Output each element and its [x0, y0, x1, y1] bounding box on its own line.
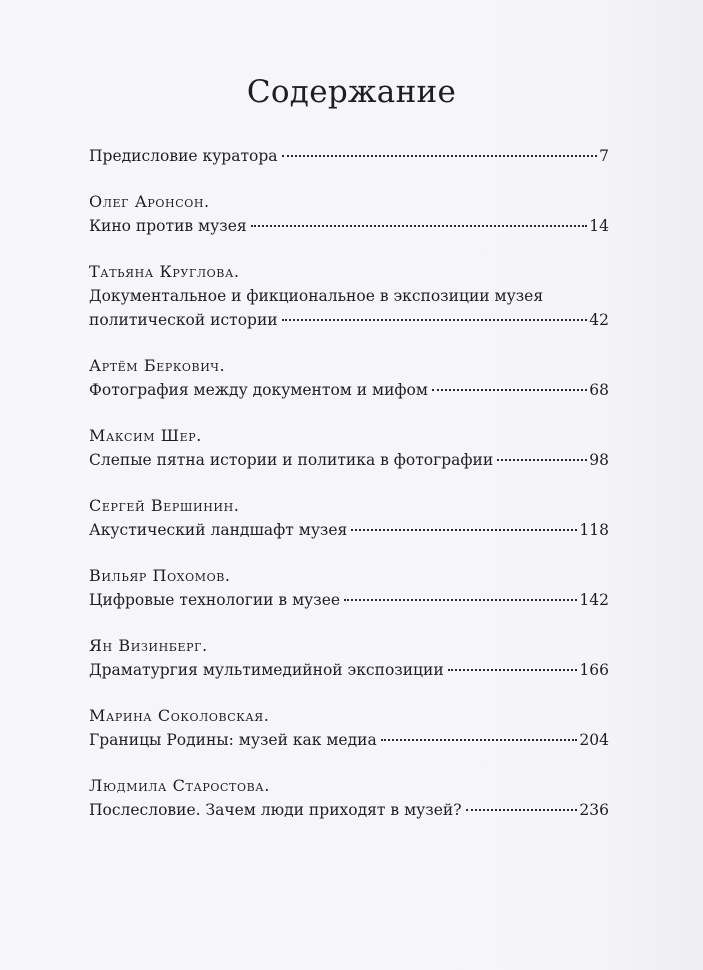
toc-author: Людмила Старостова. [89, 776, 270, 795]
toc-entry-title: Фотография между документом и мифом [89, 381, 428, 399]
toc-title-line [89, 658, 609, 682]
toc-entry [89, 494, 609, 542]
toc-author: Ян Визинберг. [89, 636, 208, 655]
toc-page-number: 204 [579, 731, 609, 749]
toc-entry [89, 424, 609, 472]
toc-entry [89, 564, 609, 612]
dot-leader [466, 809, 578, 811]
table-of-contents [89, 144, 609, 844]
toc-entry-title: Предисловие куратора [89, 147, 278, 165]
dot-leader [448, 669, 578, 671]
toc-entry-title: Документальное и фикциональное в экспозиции музея [89, 287, 544, 305]
dot-leader [344, 599, 577, 601]
toc-page-number: 7 [599, 147, 609, 165]
toc-page-number: 166 [579, 661, 609, 679]
dot-leader [497, 459, 587, 461]
dot-leader [351, 529, 577, 531]
toc-title-line [89, 518, 609, 542]
toc-entry-title: Цифровые технологии в музее [89, 591, 341, 609]
toc-title-line [89, 798, 609, 822]
toc-author: Сергей Вершинин. [89, 496, 240, 515]
toc-title-line [89, 588, 609, 612]
toc-title-line [89, 144, 609, 168]
toc-entry-title: Кино против музея [89, 217, 247, 235]
toc-entry [89, 144, 609, 168]
toc-entry-title: Акустический ландшафт музея [89, 521, 348, 539]
toc-title-line [89, 378, 609, 402]
toc-page-number: 42 [589, 311, 609, 329]
toc-page-number: 118 [579, 521, 609, 539]
toc-title-line [89, 214, 609, 238]
toc-entry-title: Драматургия мультимедийной экспозиции [89, 661, 444, 679]
toc-entry-title: Послесловие. Зачем люди приходят в музей? [89, 801, 462, 819]
toc-author: Артём Беркович. [89, 356, 226, 375]
toc-entry [89, 260, 609, 332]
toc-entry [89, 774, 609, 822]
toc-page-number: 98 [589, 451, 609, 469]
toc-title-line [89, 728, 609, 752]
dot-leader [282, 319, 588, 321]
toc-entry-title: Границы Родины: музей как медиа [89, 731, 377, 749]
toc-title-line [89, 448, 609, 472]
toc-entry [89, 354, 609, 402]
toc-entry-title: политической истории [89, 311, 278, 329]
toc-page-number: 68 [589, 381, 609, 399]
toc-entry [89, 190, 609, 238]
toc-author: Татьяна Круглова. [89, 262, 240, 281]
dot-leader [381, 739, 578, 741]
toc-entry [89, 634, 609, 682]
toc-author: Олег Аронсон. [89, 192, 210, 211]
toc-entry [89, 704, 609, 752]
toc-title-line [89, 308, 609, 332]
toc-author: Вильяр Похомов. [89, 566, 231, 585]
dot-leader [251, 225, 588, 227]
page-title: Содержание [246, 74, 457, 110]
dot-leader [282, 155, 598, 157]
toc-author: Марина Соколовская. [89, 706, 270, 725]
toc-entry-title: Слепые пятна истории и политика в фотографии [89, 451, 494, 469]
toc-page-number: 142 [579, 591, 609, 609]
toc-page-number: 14 [589, 217, 609, 235]
toc-page-number: 236 [579, 801, 609, 819]
toc-author: Максим Шер. [89, 426, 202, 445]
dot-leader [432, 389, 587, 391]
